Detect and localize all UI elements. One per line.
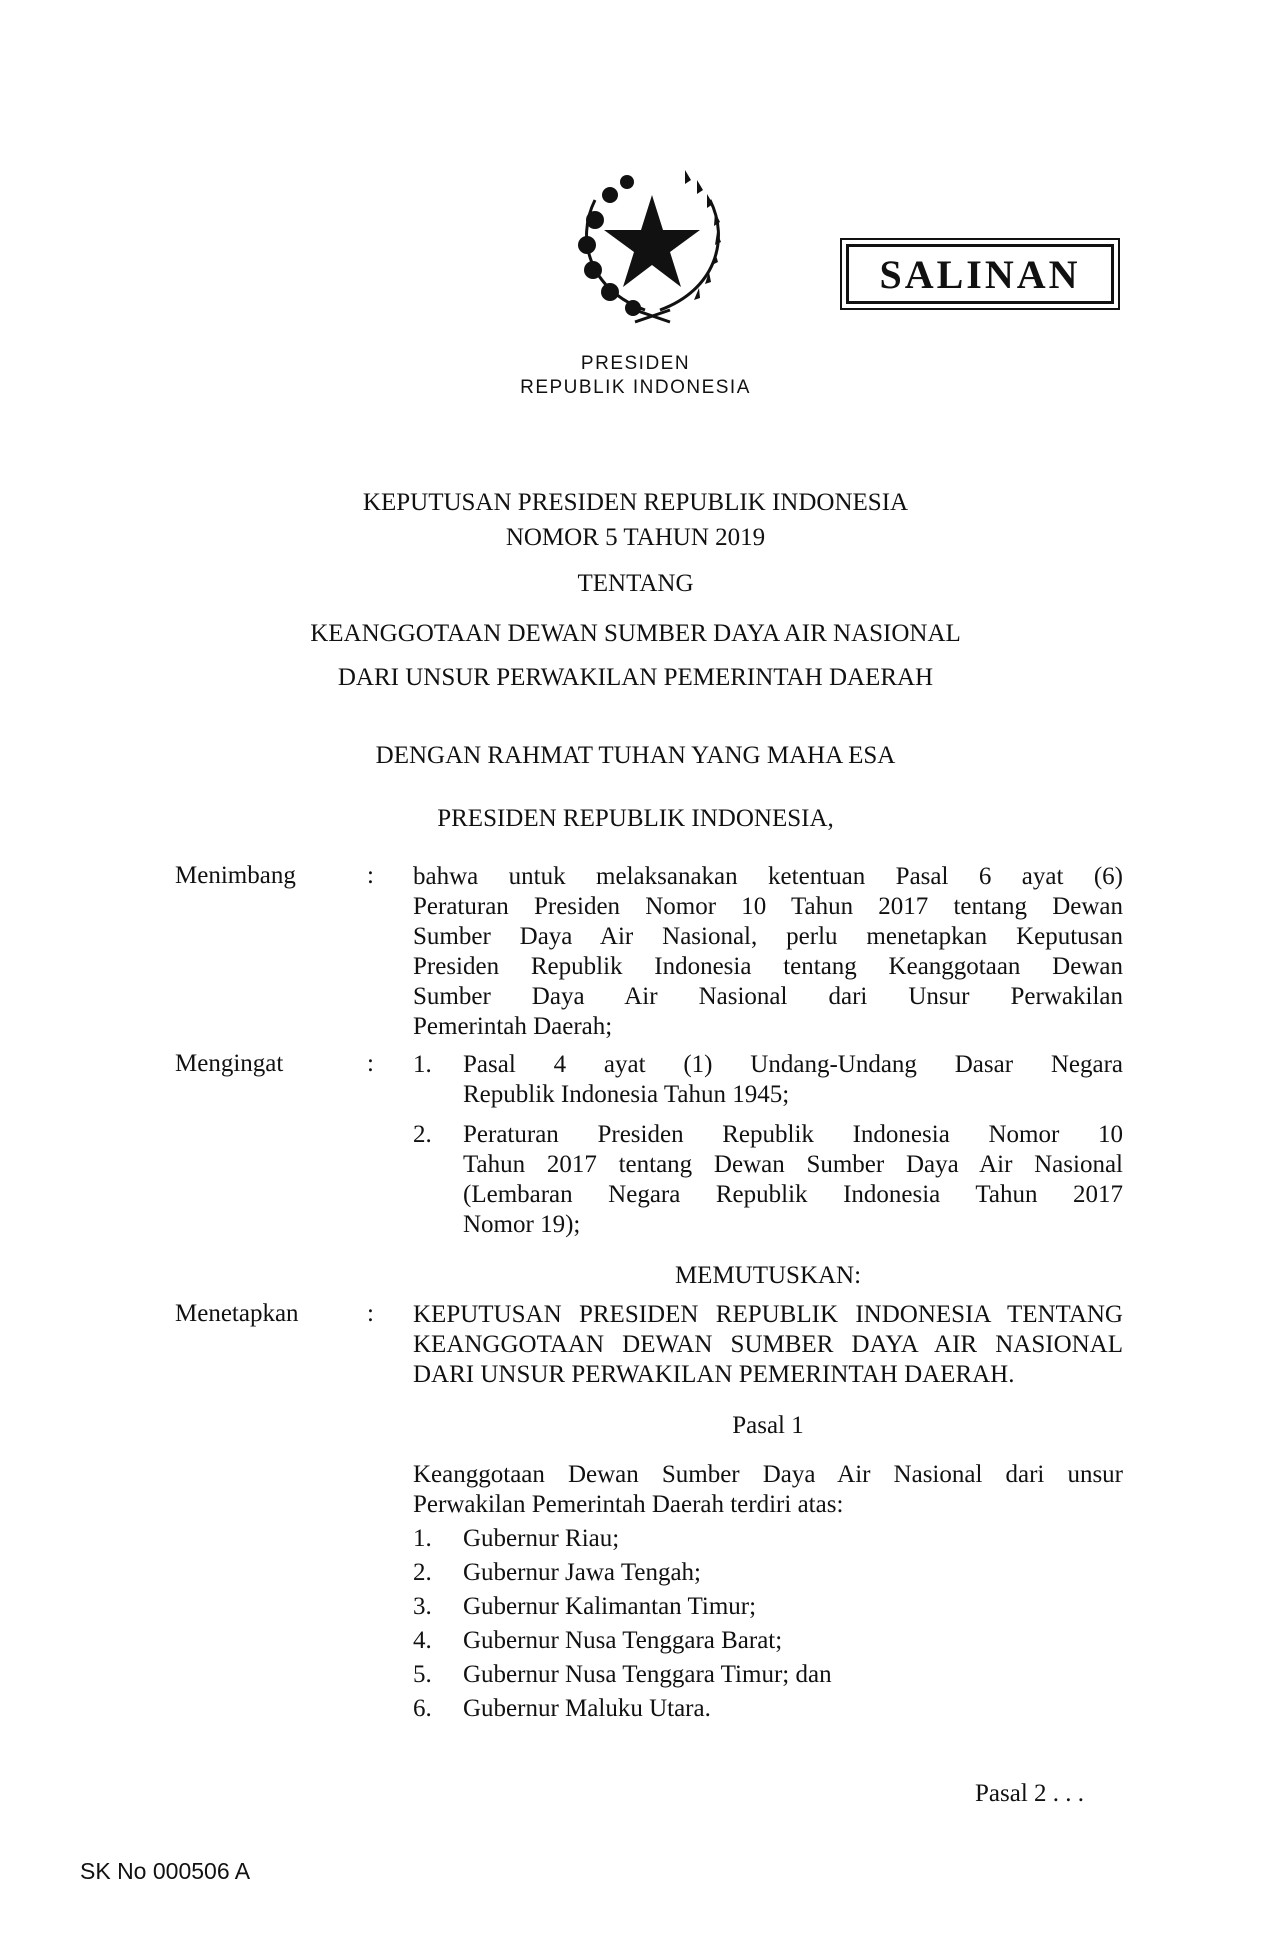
decree-number: NOMOR 5 TAHUN 2019 bbox=[505, 524, 766, 551]
menetapkan-line: KEANGGOTAAN DEWAN SUMBER DAYA AIR NASIONAL bbox=[413, 1331, 1123, 1358]
pasal-1-list bbox=[413, 1522, 1123, 1726]
grace-formula: DENGAN RAHMAT TUHAN YANG MAHA ESA bbox=[375, 742, 896, 769]
decree-subject-line-1: KEANGGOTAAN DEWAN SUMBER DAYA AIR NASIONAL bbox=[310, 620, 961, 647]
mengingat-colon: : bbox=[367, 1050, 374, 1077]
menimbang-line: Peraturan Presiden Nomor 10 Tahun 2017 tentang Dewan bbox=[413, 893, 1123, 920]
list-item-text: Gubernur Jawa Tengah; bbox=[463, 1559, 701, 1586]
list-item-number: 3. bbox=[413, 1593, 432, 1620]
mengingat-item-number: 2. bbox=[413, 1121, 432, 1148]
menimbang-line: Pemerintah Daerah; bbox=[413, 1013, 613, 1040]
pasal-1-intro bbox=[413, 1460, 1123, 1520]
decree-title: KEPUTUSAN PRESIDEN REPUBLIK INDONESIA bbox=[362, 489, 909, 516]
menetapkan-text bbox=[413, 1300, 1123, 1390]
pasal-1-intro-line: Perwakilan Pemerintah Daerah terdiri atas: bbox=[413, 1491, 844, 1518]
next-page-catchword: Pasal 2 . . . bbox=[975, 1780, 1085, 1807]
menimbang-line: bahwa untuk melaksanakan ketentuan Pasal 6 ayat (6) bbox=[413, 863, 1123, 890]
memutuskan-heading: MEMUTUSKAN: bbox=[674, 1262, 862, 1289]
list-item-text: Gubernur Kalimantan Timur; bbox=[463, 1593, 757, 1620]
mengingat-item-line: Tahun 2017 tentang Dewan Sumber Daya Air Nasional bbox=[463, 1151, 1123, 1178]
list-item bbox=[413, 1522, 1123, 1556]
list-item bbox=[413, 1590, 1123, 1624]
mengingat-item-line: Republik Indonesia Tahun 1945; bbox=[463, 1081, 790, 1108]
list-item-text: Gubernur Nusa Tenggara Barat; bbox=[463, 1627, 783, 1654]
list-item-text: Gubernur Riau; bbox=[463, 1525, 620, 1552]
list-item-text: Gubernur Nusa Tenggara Timur; dan bbox=[463, 1661, 832, 1688]
list-item bbox=[413, 1624, 1123, 1658]
president-heading: PRESIDEN REPUBLIK INDONESIA, bbox=[437, 805, 834, 832]
menimbang-label: Menimbang bbox=[175, 862, 296, 889]
presidential-emblem-icon bbox=[565, 160, 740, 325]
menimbang-line: Presiden Republik Indonesia tentang Keanggotaan Dewan bbox=[413, 953, 1123, 980]
menimbang-colon: : bbox=[367, 862, 374, 889]
institution-line-1: PRESIDEN bbox=[580, 353, 691, 374]
institution-line-2: REPUBLIK INDONESIA bbox=[520, 377, 751, 398]
menetapkan-colon: : bbox=[367, 1300, 374, 1327]
list-item-number: 2. bbox=[413, 1559, 432, 1586]
menimbang-line: Sumber Daya Air Nasional, perlu menetapkan Keputusan bbox=[413, 923, 1123, 950]
list-item bbox=[413, 1658, 1123, 1692]
menimbang-line: Sumber Daya Air Nasional dari Unsur Perwakilan bbox=[413, 983, 1123, 1010]
list-item bbox=[413, 1556, 1123, 1590]
mengingat-item-line: Nomor 19); bbox=[463, 1211, 581, 1238]
mengingat-item-number: 1. bbox=[413, 1051, 432, 1078]
decree-about: TENTANG bbox=[577, 570, 694, 597]
decree-subject-line-2: DARI UNSUR PERWAKILAN PEMERINTAH DAERAH bbox=[337, 664, 934, 691]
pasal-1-title: Pasal 1 bbox=[732, 1412, 804, 1439]
salinan-stamp bbox=[840, 238, 1120, 310]
mengingat-item-2 bbox=[413, 1120, 1123, 1250]
list-item-number: 4. bbox=[413, 1627, 432, 1654]
pasal-1-intro-line: Keanggotaan Dewan Sumber Daya Air Nasional dari unsur bbox=[413, 1461, 1123, 1488]
salinan-label: SALINAN bbox=[846, 244, 1114, 304]
menetapkan-label: Menetapkan bbox=[175, 1300, 299, 1327]
mengingat-label: Mengingat bbox=[175, 1050, 284, 1077]
mengingat-item-line: Pasal 4 ayat (1) Undang-Undang Dasar Negara bbox=[463, 1051, 1123, 1078]
list-item-number: 6. bbox=[413, 1695, 432, 1722]
list-item-number: 1. bbox=[413, 1525, 432, 1552]
list-item-text: Gubernur Maluku Utara. bbox=[463, 1695, 711, 1722]
menetapkan-line: DARI UNSUR PERWAKILAN PEMERINTAH DAERAH. bbox=[413, 1361, 1015, 1388]
menetapkan-line: KEPUTUSAN PRESIDEN REPUBLIK INDONESIA TENTANG bbox=[413, 1301, 1123, 1328]
menimbang-text bbox=[413, 862, 1123, 1042]
mengingat-item-line: (Lembaran Negara Republik Indonesia Tahun 2017 bbox=[463, 1181, 1123, 1208]
list-item bbox=[413, 1692, 1123, 1726]
mengingat-item-line: Peraturan Presiden Republik Indonesia Nomor 10 bbox=[463, 1121, 1123, 1148]
list-item-number: 5. bbox=[413, 1661, 432, 1688]
mengingat-item-1 bbox=[413, 1050, 1123, 1120]
document-code: SK No 000506 A bbox=[80, 1858, 251, 1884]
